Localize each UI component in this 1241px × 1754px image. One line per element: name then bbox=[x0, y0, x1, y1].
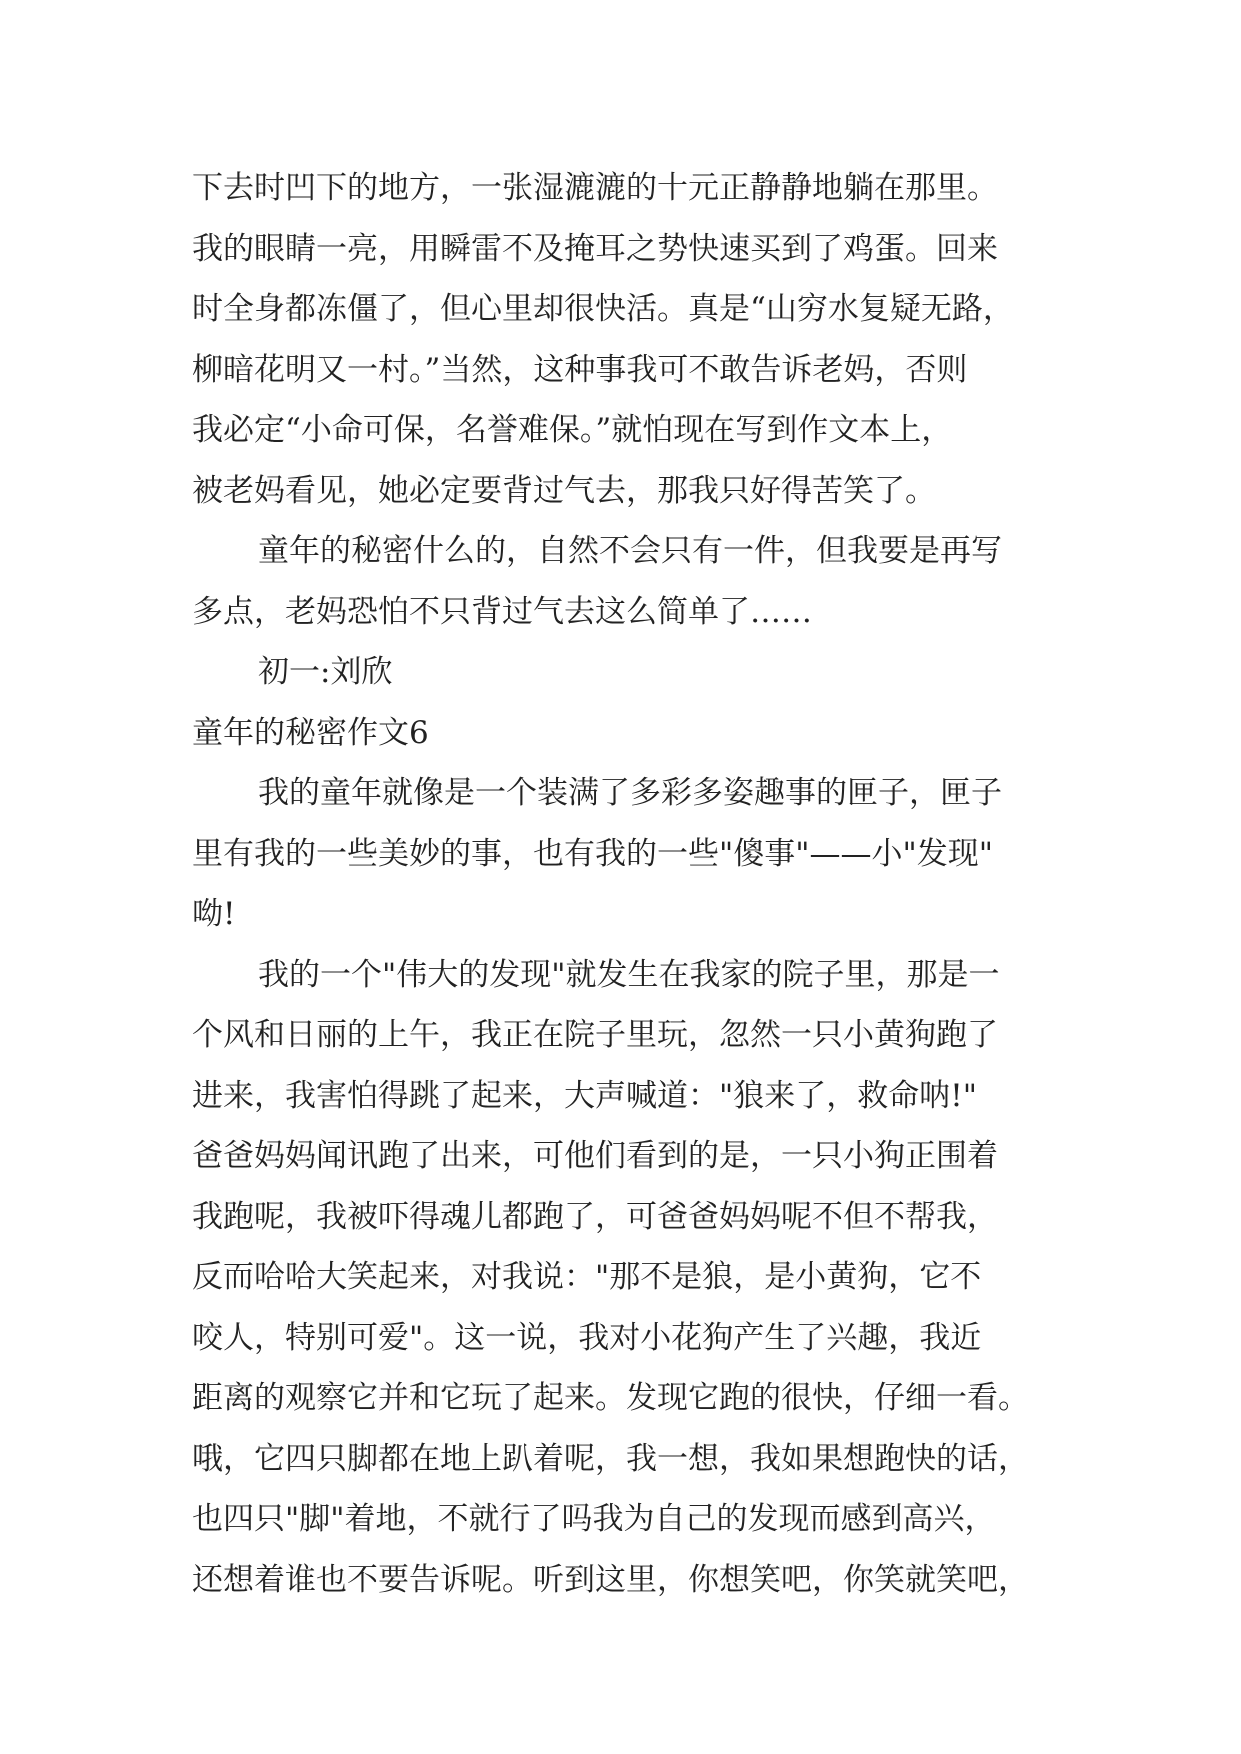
text-line-18: 我跑呢，我被吓得魂儿都跑了，可爸爸妈妈呢不但不帮我， bbox=[192, 1198, 998, 1235]
text-line-6: 被老妈看见，她必定要背过气去，那我只好得苦笑了。 bbox=[192, 472, 936, 509]
text-line-3: 时全身都冻僵了，但心里却很快活。真是“山穷水复疑无路， bbox=[192, 291, 1014, 327]
text-line-4: 柳暗花明又一村。”当然，这种事我可不敢告诉老妈，否则 bbox=[192, 351, 968, 388]
text-line-1: 下去时凹下的地方，一张湿漉漉的十元正静静地躺在那里。 bbox=[192, 170, 998, 206]
body-text bbox=[192, 158, 1082, 1610]
text-line-5: 我必定“小命可保，名誉难保。”就怕现在写到作文本上， bbox=[192, 412, 953, 448]
text-line-11: 我的童年就像是一个装满了多彩多姿趣事的匣子，匣子 bbox=[258, 775, 1002, 811]
text-line-13: 呦! bbox=[192, 896, 236, 932]
text-line-23: 也四只"脚"着地，不就行了吗我为自己的发现而感到高兴， bbox=[192, 1501, 996, 1537]
text-line-15: 个风和日丽的上午，我正在院子里玩，忽然一只小黄狗跑了 bbox=[192, 1017, 998, 1053]
text-line-12: 里有我的一些美妙的事，也有我的一些"傻事"——小"发现" bbox=[192, 835, 994, 872]
text-line-8: 多点，老妈恐怕不只背过气去这么简单了…… bbox=[192, 593, 812, 630]
text-line-7: 童年的秘密什么的，自然不会只有一件，但我要是再写 bbox=[258, 533, 1002, 569]
text-line-17: 爸爸妈妈闻讯跑了出来，可他们看到的是，一只小狗正围着 bbox=[192, 1138, 998, 1174]
text-line-14: 我的一个"伟大的发现"就发生在我家的院子里，那是一 bbox=[258, 956, 1000, 993]
text-line-19: 反而哈哈大笑起来，对我说："那不是狼，是小黄狗，它不 bbox=[192, 1259, 982, 1295]
text-line-16: 进来，我害怕得跳了起来，大声喊道："狼来了，救命呐!" bbox=[192, 1077, 977, 1114]
text-line-24: 还想着谁也不要告诉呢。听到这里，你想笑吧，你笑就笑吧， bbox=[192, 1561, 1029, 1598]
author-line: 初一:刘欣 bbox=[258, 654, 393, 690]
text-line-2: 我的眼睛一亮，用瞬雷不及掩耳之势快速买到了鸡蛋。回来 bbox=[192, 230, 998, 267]
text-line-21: 距离的观察它并和它玩了起来。发现它跑的很快，仔细一看。 bbox=[192, 1380, 1029, 1416]
text-line-20: 咬人，特别可爱"。这一说，我对小花狗产生了兴趣，我近 bbox=[192, 1319, 982, 1356]
section-title: 童年的秘密作文6 bbox=[192, 714, 429, 751]
text-line-22: 哦，它四只脚都在地上趴着呢，我一想，我如果想跑快的话， bbox=[192, 1440, 1029, 1477]
